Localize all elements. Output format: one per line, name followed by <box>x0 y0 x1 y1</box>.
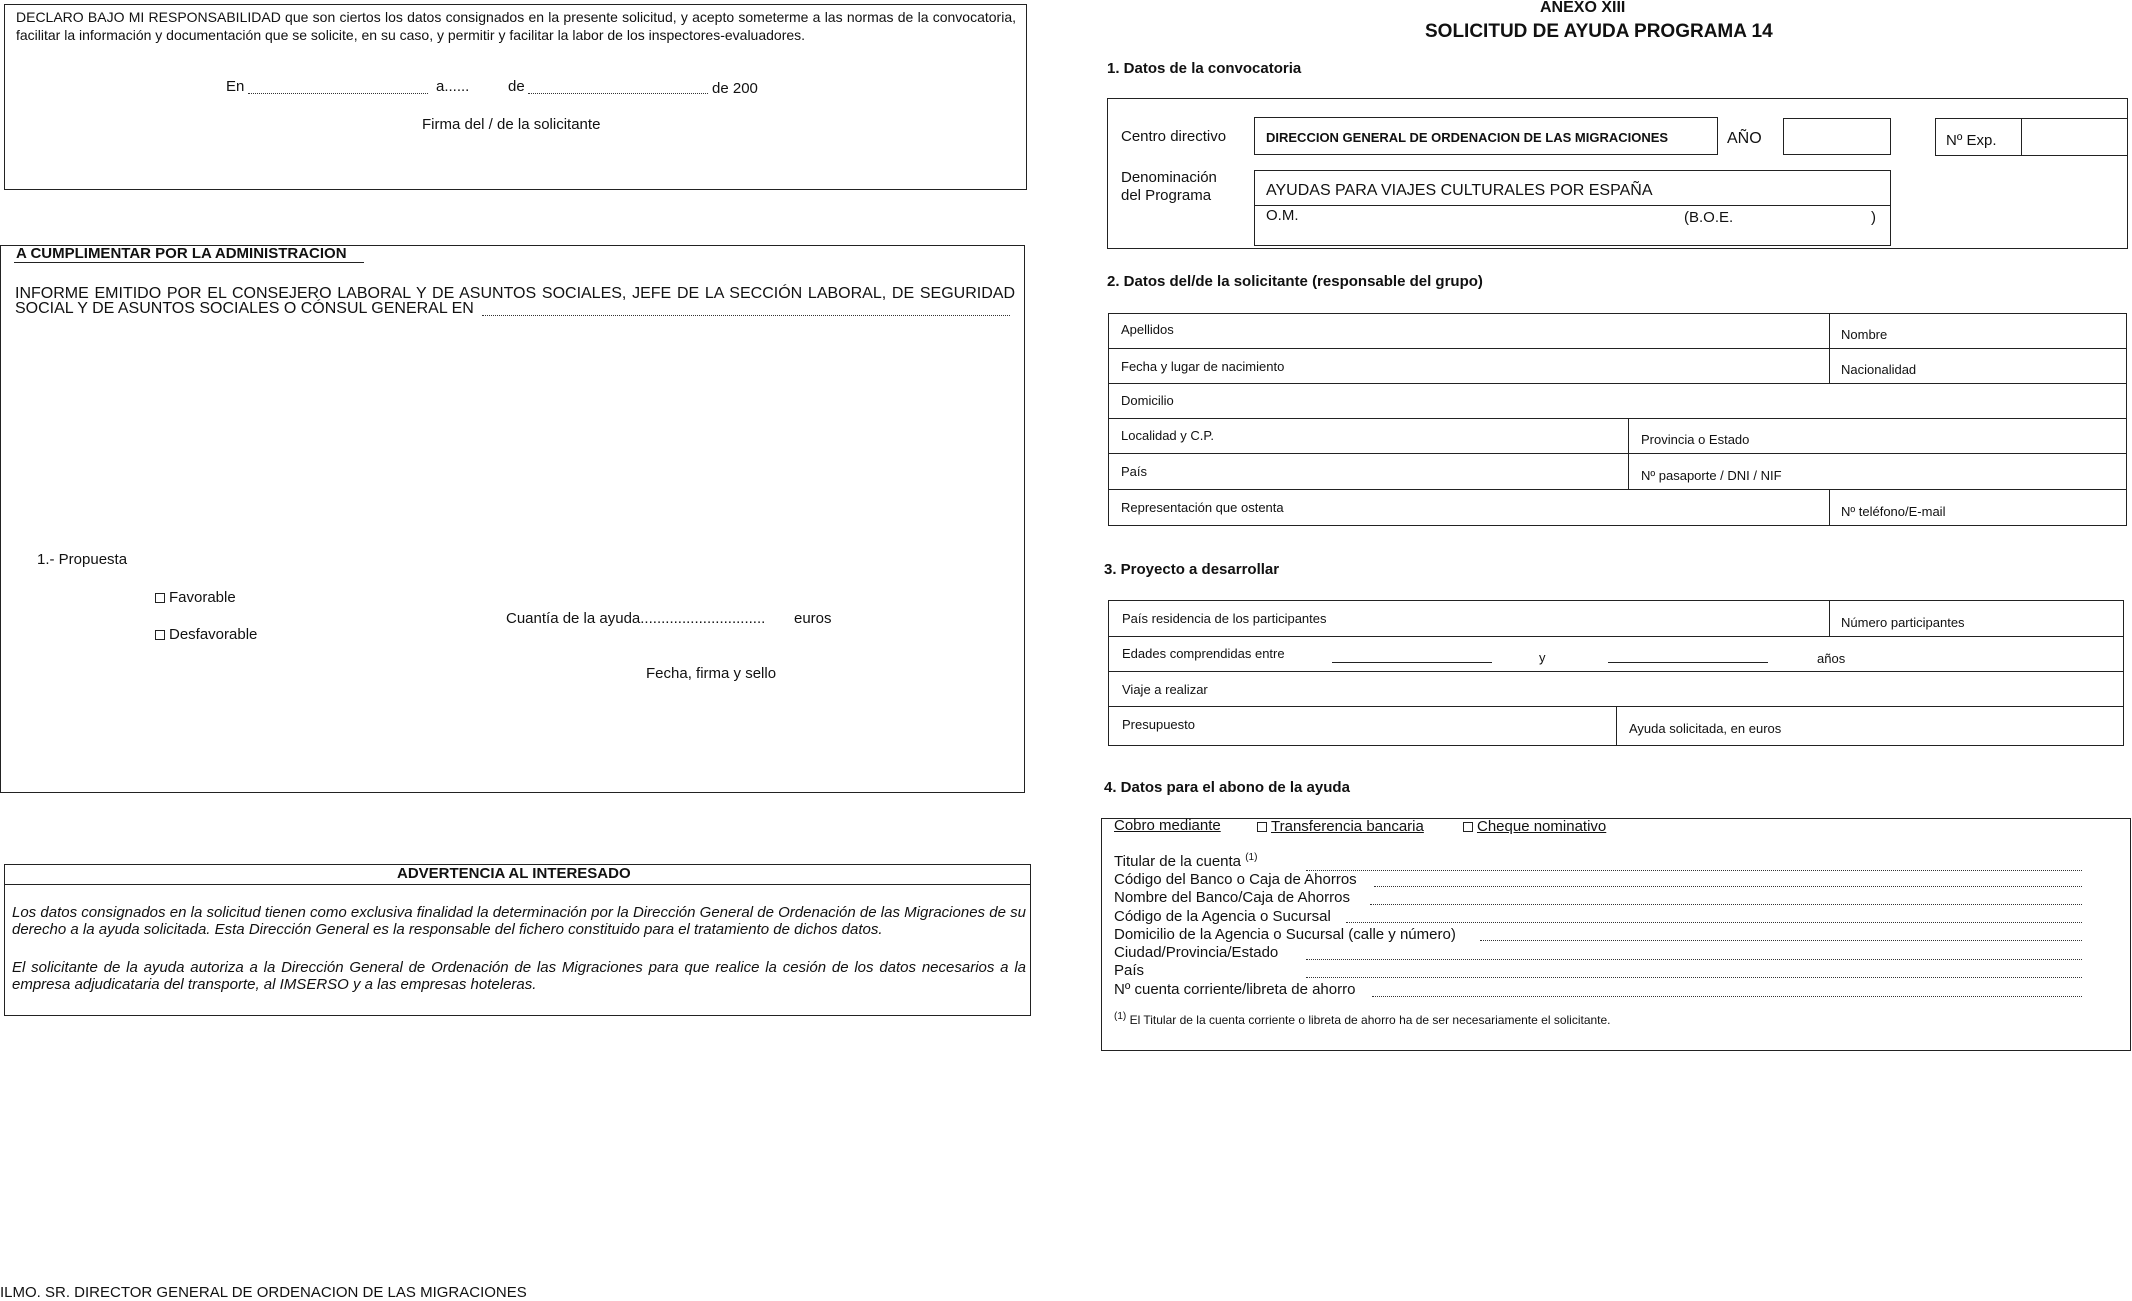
codigo-banco-field[interactable] <box>1374 886 2082 887</box>
programa-value: AYUDAS PARA VIAJES CULTURALES POR ESPAÑA <box>1266 182 1653 199</box>
declaration-de-label: de <box>508 78 525 95</box>
pais-label: País <box>1114 962 1145 979</box>
footnote-marker: (1) <box>1114 1011 1127 1022</box>
domicilio-agencia-field[interactable] <box>1480 940 2082 941</box>
codigo-agencia-label: Código de la Agencia o Sucursal <box>1114 908 1331 925</box>
anexo-label: ANEXO XIII <box>1540 0 1626 16</box>
cuenta-field[interactable] <box>1372 996 2082 997</box>
admin-informe-text: INFORME EMITIDO POR EL CONSEJERO LABORAL Y DE ASUNTOS SOCIALES, JEFE DE LA SECCIÓN LABORAL, DE SEGURIDAD SOCIAL Y DE ASUNTOS SOCIALES O CÓNSUL GENERAL EN <box>15 285 1015 317</box>
boe-label: (B.O.E. <box>1684 209 1734 226</box>
telefono-field[interactable]: Nº teléfono/E-mail <box>1841 504 1946 519</box>
anio-field[interactable] <box>1783 118 1891 155</box>
s2-col-line-3 <box>1829 489 1830 526</box>
codigo-agencia-field[interactable] <box>1346 922 2082 923</box>
s2-row-line-2 <box>1108 383 2127 384</box>
s3-row-line-1 <box>1108 636 2124 637</box>
titular-text: Titular de la cuenta <box>1114 853 1242 870</box>
form-title: SOLICITUD DE AYUDA PROGRAMA 14 <box>1425 21 1773 42</box>
edades-anos-label: años <box>1817 651 1846 666</box>
advertencia-paragraph-1: Los datos consignados en la solicitud tienen como exclusiva finalidad la determinación por la Dirección General de Ordenación de las Migraciones de su derecho a la ayuda solicitada. Esta Dirección General es la responsable del fichero constituido para el tratamiento de dichos datos. <box>12 904 1026 938</box>
nombre-field[interactable]: Nombre <box>1841 327 1888 342</box>
codigo-banco-label: Código del Banco o Caja de Ahorros <box>1114 871 1357 888</box>
footnote-text: El Titular de la cuenta corriente o libreta de ahorro ha de ser necesariamente el solicitante. <box>1129 1013 1611 1027</box>
declaration-year-label: de 200 <box>712 80 758 97</box>
cuenta-label: Nº cuenta corriente/libreta de ahorro <box>1114 981 1356 998</box>
edad-max-field[interactable] <box>1608 662 1768 663</box>
edad-min-field[interactable] <box>1332 662 1492 663</box>
pasaporte-field[interactable]: Nº pasaporte / DNI / NIF <box>1641 468 1782 483</box>
boe-close: ) <box>1871 209 1876 226</box>
fecha-nacimiento-field[interactable]: Fecha y lugar de nacimiento <box>1121 359 1285 374</box>
section-1-title: 1. Datos de la convocatoria <box>1107 60 1302 77</box>
s2-col-line-2 <box>1628 418 1629 489</box>
num-participantes-field[interactable]: Número participantes <box>1841 615 1965 630</box>
pais-abono-field[interactable] <box>1306 977 2082 978</box>
nexp-label: Nº Exp. <box>1946 132 1997 149</box>
ayuda-solicitada-field[interactable]: Ayuda solicitada, en euros <box>1629 721 1782 736</box>
advertencia-box <box>4 864 1031 1016</box>
declaration-signature-label: Firma del / de la solicitante <box>422 116 601 133</box>
admin-box <box>0 245 1025 793</box>
s2-row-line-3 <box>1108 418 2127 419</box>
admin-fecha-label: Fecha, firma y sello <box>646 665 777 682</box>
ciudad-field[interactable] <box>1306 959 2082 960</box>
centro-directivo-label: Centro directivo <box>1121 128 1227 145</box>
titular-field[interactable] <box>1306 870 2082 871</box>
s3-col-line-1 <box>1829 600 1830 636</box>
declaration-a-label: a...... <box>436 78 470 95</box>
s2-col-line-1 <box>1829 313 1830 383</box>
advertencia-title: ADVERTENCIA AL INTERESADO <box>397 865 631 882</box>
desfavorable-label: Desfavorable <box>169 626 258 643</box>
transferencia-option[interactable] <box>1257 819 1424 834</box>
centro-directivo-value: DIRECCION GENERAL DE ORDENACION DE LAS MIGRACIONES <box>1266 130 1669 145</box>
transferencia-label: Transferencia bancaria <box>1271 818 1424 835</box>
admin-title-underline <box>14 262 364 263</box>
nombre-banco-label: Nombre del Banco/Caja de Ahorros <box>1114 889 1350 906</box>
viaje-field[interactable]: Viaje a realizar <box>1122 682 1208 697</box>
domicilio-agencia-label: Domicilio de la Agencia o Sucursal (calle y número) <box>1114 926 1456 943</box>
admin-desfavorable-option[interactable] <box>155 627 257 642</box>
footnote <box>1114 1012 1611 1026</box>
transferencia-checkbox[interactable] <box>1257 822 1267 832</box>
programa-divider <box>1254 205 1891 206</box>
s2-row-line-5 <box>1108 489 2127 490</box>
apellidos-field[interactable]: Apellidos <box>1121 322 1174 337</box>
denominacion-label-2: del Programa <box>1121 187 1212 204</box>
favorable-checkbox[interactable] <box>155 593 165 603</box>
admin-euros-label: euros <box>794 610 832 627</box>
admin-propuesta-label: 1.- Propuesta <box>37 551 128 568</box>
presupuesto-field[interactable]: Presupuesto <box>1122 717 1195 732</box>
section-4-title: 4. Datos para el abono de la ayuda <box>1104 779 1350 796</box>
s2-row-line-4 <box>1108 453 2127 454</box>
pais-residencia-field[interactable]: País residencia de los participantes <box>1122 611 1327 626</box>
cheque-checkbox[interactable] <box>1463 822 1473 832</box>
s3-col-line-2 <box>1616 706 1617 746</box>
denominacion-label-1: Denominación <box>1121 169 1217 186</box>
favorable-label: Favorable <box>169 589 236 606</box>
cheque-option[interactable] <box>1463 819 1606 834</box>
nacionalidad-field[interactable]: Nacionalidad <box>1841 362 1917 377</box>
localidad-field[interactable]: Localidad y C.P. <box>1121 428 1214 443</box>
section-2-box <box>1108 313 2127 526</box>
admin-title: A CUMPLIMENTAR POR LA ADMINISTRACION <box>16 245 347 262</box>
edades-label: Edades comprendidas entre <box>1122 646 1285 661</box>
titular-label <box>1114 853 1257 869</box>
cheque-label: Cheque nominativo <box>1477 818 1607 835</box>
s3-row-line-2 <box>1108 671 2124 672</box>
s2-row-line-1 <box>1108 348 2127 349</box>
provincia-field[interactable]: Provincia o Estado <box>1641 432 1750 447</box>
section-3-title: 3. Proyecto a desarrollar <box>1104 561 1280 578</box>
nexp-divider <box>2021 118 2022 156</box>
anio-label: AÑO <box>1727 130 1762 147</box>
titular-footnote-ref: (1) <box>1245 852 1258 863</box>
edades-y-label: y <box>1539 650 1546 665</box>
ciudad-label: Ciudad/Provincia/Estado <box>1114 944 1279 961</box>
section-2-title: 2. Datos del/de la solicitante (responsable del grupo) <box>1107 273 1483 290</box>
admin-favorable-option[interactable] <box>155 590 236 605</box>
declaration-en-label: En <box>226 78 245 95</box>
admin-consul-field[interactable] <box>482 315 1010 316</box>
admin-cuantia-label: Cuantía de la ayuda.............................. <box>506 610 766 627</box>
om-label: O.M. <box>1266 207 1299 224</box>
domicilio-field[interactable]: Domicilio <box>1121 393 1174 408</box>
declaration-text: DECLARO BAJO MI RESPONSABILIDAD que son ciertos los datos consignados en la presente solicitud, y acepto someterme a las normas de la convocatoria, facilitar la información y documentación que se solicite, en su caso, y permitir y facilitar la labor de los inspectores-evaluadores. <box>16 9 1016 43</box>
footer-addressee: ILMO. SR. DIRECTOR GENERAL DE ORDENACION DE LAS MIGRACIONES <box>0 1284 527 1301</box>
declaration-month-field[interactable] <box>528 93 708 94</box>
desfavorable-checkbox[interactable] <box>155 630 165 640</box>
advertencia-title-rule <box>4 884 1031 885</box>
pais-field[interactable]: País <box>1121 464 1148 479</box>
nombre-banco-field[interactable] <box>1370 904 2082 905</box>
advertencia-paragraph-2: El solicitante de la ayuda autoriza a la Dirección General de Ordenación de las Migraciones para que realice la cesión de los datos necesarios a la empresa adjudicataria del transporte, al IMSERSO y a las empresas hoteleras. <box>12 959 1026 993</box>
declaration-place-field[interactable] <box>248 93 428 94</box>
cobro-label: Cobro mediante <box>1114 817 1221 834</box>
representacion-field[interactable]: Representación que ostenta <box>1121 500 1284 515</box>
